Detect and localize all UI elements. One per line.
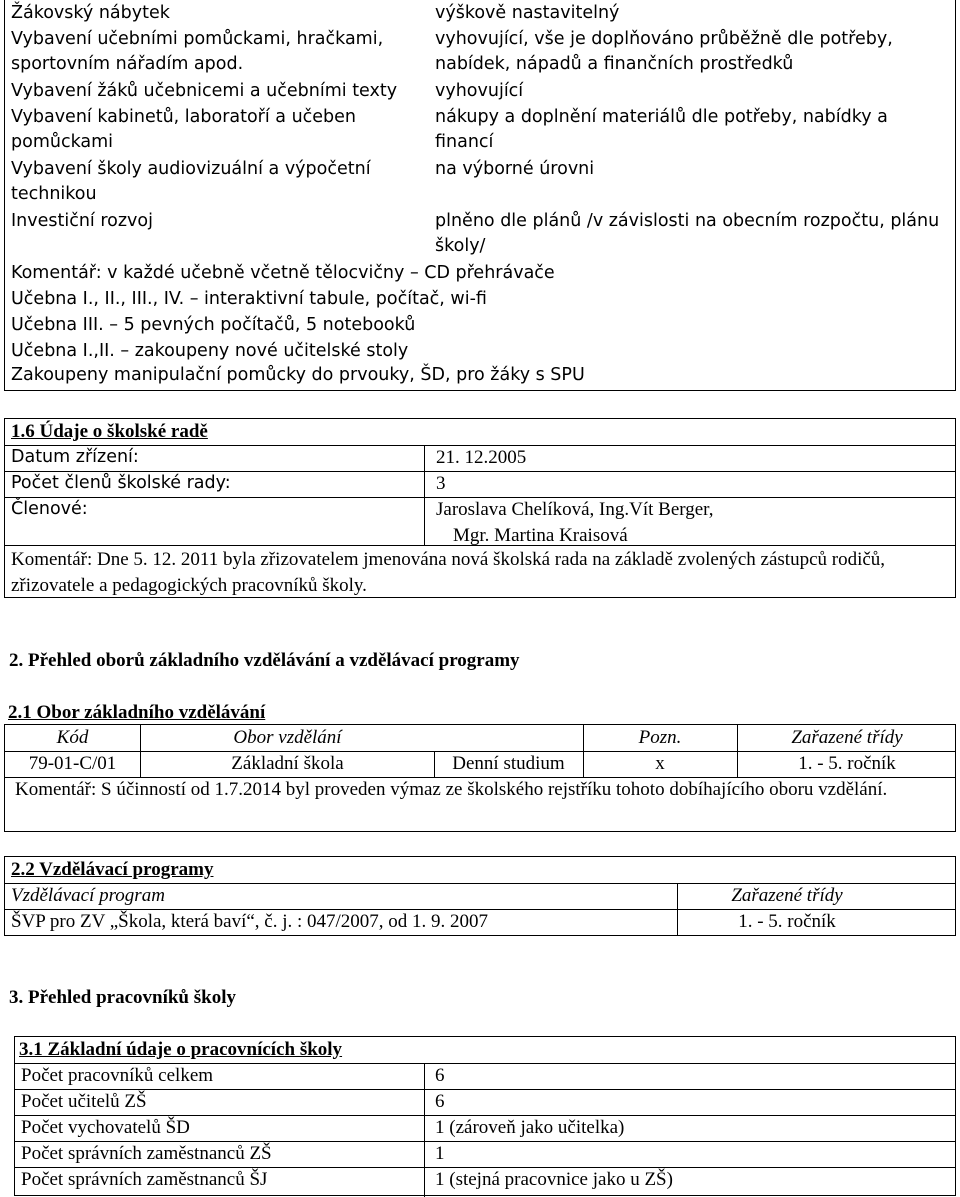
council-count-value: 3 <box>436 473 446 494</box>
obor-header-tridy: Zařazené třídy <box>791 727 903 748</box>
obor-comment: Komentář: S účinností od 1.7.2014 byl proveden výmaz ze školského rejstříku tohoto dobíhajícího oboru vzdělání. <box>15 779 888 800</box>
council-heading <box>11 419 208 445</box>
program-tridy: 1. - 5. ročník <box>738 911 836 932</box>
section21-heading-text: 2.1 Obor základního vzdělávání <box>8 702 266 723</box>
equipment-label: Vybavení žáků učebnicemi a učebními texty <box>11 81 398 101</box>
divider <box>424 445 425 545</box>
council-count-label: Počet členů školské rady: <box>11 473 231 493</box>
equipment-comment: Zakoupeny manipulační pomůcky do prvouky, ŠD, pro žáky s SPU <box>11 365 585 385</box>
equipment-value: plněno dle plánů /v závislosti na obecním rozpočtu, plánu školy/ <box>435 211 940 256</box>
obor-name: Základní škola <box>231 753 344 774</box>
staff-label: Počet správních zaměstnanců ŠJ <box>21 1169 268 1190</box>
obor-tridy: 1. - 5. ročník <box>798 753 896 774</box>
staff-value: 6 <box>435 1065 445 1086</box>
staff-value: 1 (stejná pracovnice jako u ZŠ) <box>435 1169 673 1190</box>
programs-header-tridy: Zařazené třídy <box>731 885 843 906</box>
obor-header-kod: Kód <box>56 727 89 748</box>
section21-heading <box>8 700 265 726</box>
equipment-label: Vybavení kabinetů, laboratoří a učeben pomůckami <box>11 107 357 152</box>
equipment-value: nákupy a doplnění materiálů dle potřeby, nabídky a financí <box>435 107 888 152</box>
staff-heading <box>19 1037 342 1063</box>
staff-value: 1 (zároveň jako učitelka) <box>435 1117 625 1138</box>
staff-label: Počet pracovníků celkem <box>21 1065 214 1086</box>
equipment-comment: Učebna I., II., III., IV. – interaktivní tabule, počítač, wi-fi <box>11 289 487 309</box>
staff-value: 1 <box>435 1143 445 1164</box>
staff-heading-text: 3.1 Základní údaje o pracovnících školy <box>19 1039 343 1060</box>
obor-kod: 79-01-C/01 <box>28 753 117 774</box>
equipment-comment: Učebna III. – 5 pevných počítačů, 5 notebooků <box>11 315 416 335</box>
equipment-label: Investiční rozvoj <box>11 211 153 231</box>
equipment-value: vyhovující, vše je doplňováno průběžně dle potřeby, nabídek, nápadů a finančních prostředků <box>435 29 893 74</box>
obor-header-pozn: Pozn. <box>638 727 682 748</box>
staff-label: Počet učitelů ZŠ <box>21 1091 147 1112</box>
divider <box>5 545 955 546</box>
equipment-table <box>4 0 956 391</box>
program-name: ŠVP pro ZV „Škola, která baví“, č. j. : 047/2007, od 1. 9. 2007 <box>11 911 489 932</box>
equipment-value: výškově nastavitelný <box>435 3 620 23</box>
council-heading-text: 1.6 Údaje o školské radě <box>11 421 208 442</box>
equipment-comment: Komentář: v každé učebně včetně tělocvičny – CD přehrávače <box>11 263 555 283</box>
section3-heading: 3. Přehled pracovníků školy <box>9 987 236 1008</box>
staff-label: Počet správních zaměstnanců ZŠ <box>21 1143 272 1164</box>
programs-heading <box>11 857 213 883</box>
equipment-label: Vybavení učebními pomůckami, hračkami, sportovním nářadím apod. <box>11 29 384 74</box>
council-members-line: Mgr. Martina Kraisová <box>453 525 628 546</box>
council-members-label: Členové: <box>11 499 88 519</box>
staff-label: Počet vychovatelů ŠD <box>21 1117 190 1138</box>
programs-table <box>4 856 956 936</box>
divider <box>15 1089 955 1090</box>
section2-heading: 2. Přehled oborů základního vzdělávání a vzdělávací programy <box>9 650 520 671</box>
equipment-label: Vybavení školy audiovizuální a výpočetní technikou <box>11 159 371 204</box>
council-table <box>4 418 956 598</box>
divider <box>424 1063 425 1197</box>
obor-pozn: x <box>655 753 665 774</box>
council-members-line: Jaroslava Chelíková, Ing.Vít Berger, <box>436 499 714 520</box>
council-date-label: Datum zřízení: <box>11 447 139 467</box>
council-date-value: 21. 12.2005 <box>436 447 527 468</box>
programs-header-program: Vzdělávací program <box>11 885 165 906</box>
programs-heading-text: 2.2 Vzdělávací programy <box>11 859 214 880</box>
staff-table <box>14 1036 956 1196</box>
equipment-value: na výborné úrovni <box>435 159 595 179</box>
obor-header-obor: Obor vzdělání <box>233 727 342 748</box>
staff-value: 6 <box>435 1091 445 1112</box>
equipment-label: Žákovský nábytek <box>11 3 170 23</box>
equipment-comment: Učebna I.,II. – zakoupeny nové učitelské stoly <box>11 341 409 361</box>
council-comment: Komentář: Dne 5. 12. 2011 byla zřizovatelem jmenována nová školská rada na základě zvolených zástupců rodičů, zřizovatele a pedagogických pracovníků školy. <box>11 549 886 596</box>
obor-forma: Denní studium <box>452 753 565 774</box>
equipment-value: vyhovující <box>435 81 524 101</box>
obor-table <box>4 724 956 832</box>
